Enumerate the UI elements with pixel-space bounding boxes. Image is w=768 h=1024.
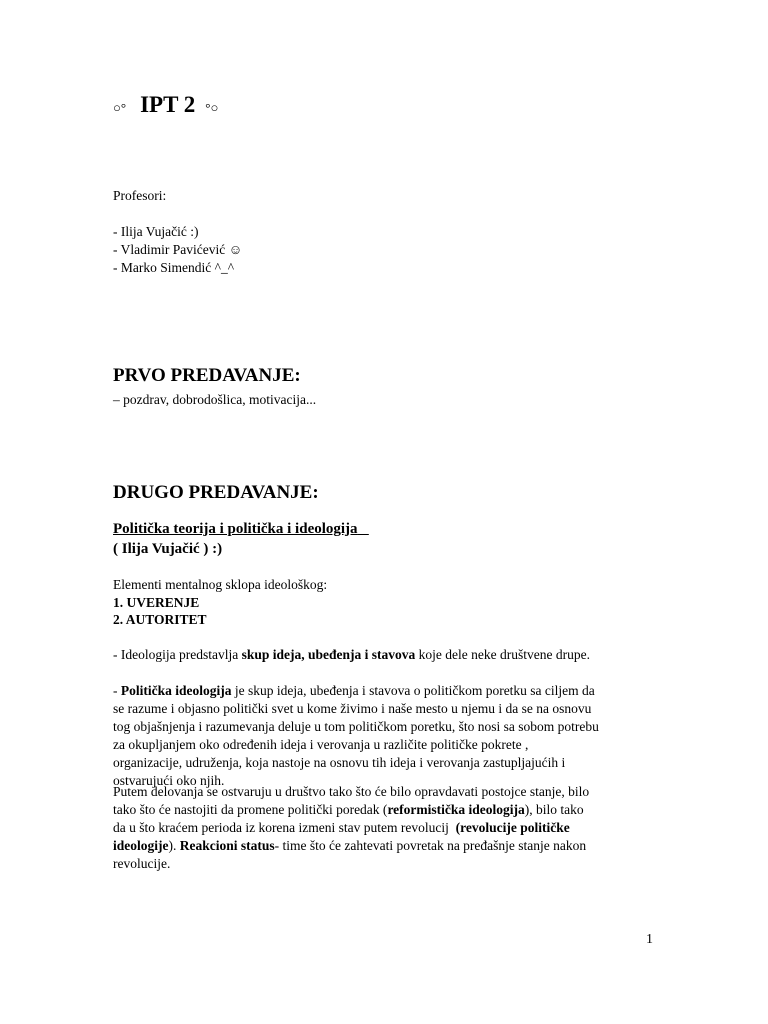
paragraph-line: za okupljanjem oko određenih ideja i verovanja u različite političke pokrete ,	[113, 737, 529, 752]
bold-text-run: reformistička ideologija	[387, 802, 525, 817]
text-run: tako što će nastojiti da promene politički poredak (	[113, 802, 388, 817]
subtitle-underline-trail	[358, 521, 369, 537]
text-run: da u što kraćem perioda iz korena izmeni stav putem revolucij	[113, 820, 456, 835]
lecture-2-heading: DRUGO PREDAVANJE:	[113, 482, 319, 503]
text-run: je skup ideja, ubeđenja i stavova o političkom poretku sa ciljem da	[231, 683, 595, 698]
ideology-definition-paragraph	[113, 647, 590, 663]
text-run: - Ideologija predstavlja	[113, 647, 242, 662]
paragraph-line	[113, 819, 673, 837]
title-decoration-right: °○	[205, 100, 219, 115]
professor-item: - Ilija Vujačić :)	[113, 224, 199, 239]
professor-item: - Marko Simendić ^_^	[113, 260, 235, 275]
ideology-action-paragraph	[113, 783, 673, 873]
lecture-1-heading: PRVO PREDAVANJE:	[113, 365, 301, 386]
title-decoration-left: ○°	[113, 100, 127, 115]
paragraph-line: revolucije.	[113, 856, 171, 871]
paragraph-line	[113, 837, 673, 855]
political-ideology-paragraph	[113, 682, 673, 790]
lecture-1-text: – pozdrav, dobrodošlica, motivacija...	[113, 392, 317, 407]
text-run: - time što će zahtevati povretak na pređašnje stanje nakon	[274, 838, 587, 853]
professors-label: Profesori:	[113, 188, 167, 203]
paragraph-line: se razume i objasno politički svet u kome živimo i naše mesto u njemu i da se na osnovu	[113, 701, 592, 716]
paragraph-line	[113, 801, 673, 819]
paragraph-line: organizacije, udruženja, koja nastoje na osnovu tih ideja i verovanja zastupljajućih i	[113, 755, 566, 770]
elements-label: Elementi mentalnog sklopa ideološkog:	[113, 577, 328, 592]
paragraph-line: Putem delovanja se ostvaruju u društvo tako što će bilo opravdavati postojce stanje, bilo	[113, 784, 590, 799]
text-run: -	[113, 683, 121, 698]
text-run: ), bilo tako	[524, 802, 584, 817]
bold-text-run: ideologije	[113, 838, 169, 853]
paragraph-line: ostvarujući oko njih.	[113, 773, 225, 788]
bold-text-run: skup ideja, ubeđenja i stavova	[241, 647, 416, 662]
title-text: IPT 2	[140, 92, 196, 117]
lecture-2-lecturer: ( Ilija Vujačić ) :)	[113, 541, 223, 557]
text-run: koje dele neke društvene drupe.	[415, 647, 590, 662]
text-run: ).	[168, 838, 180, 853]
professor-item: - Vladimir Pavićević ☺	[113, 242, 243, 257]
bold-text-run: Politička ideologija	[120, 683, 232, 698]
bold-text-run: (revolucije političke	[455, 820, 570, 835]
lecture-2-subtitle	[113, 521, 369, 538]
bold-text-run: Reakcioni status	[179, 838, 275, 853]
document-title	[113, 92, 218, 118]
paragraph-line	[113, 682, 673, 700]
element-item: 1. UVERENJE	[113, 595, 200, 610]
paragraph-line: tog objašnjenja i razumevanja deluje u tom političkom poretku, što nosi sa sobom potrebu	[113, 719, 599, 734]
subtitle-text: Politička teorija i politička i ideologija	[113, 521, 358, 537]
page-number: 1	[646, 932, 653, 947]
element-item: 2. AUTORITET	[113, 612, 207, 627]
